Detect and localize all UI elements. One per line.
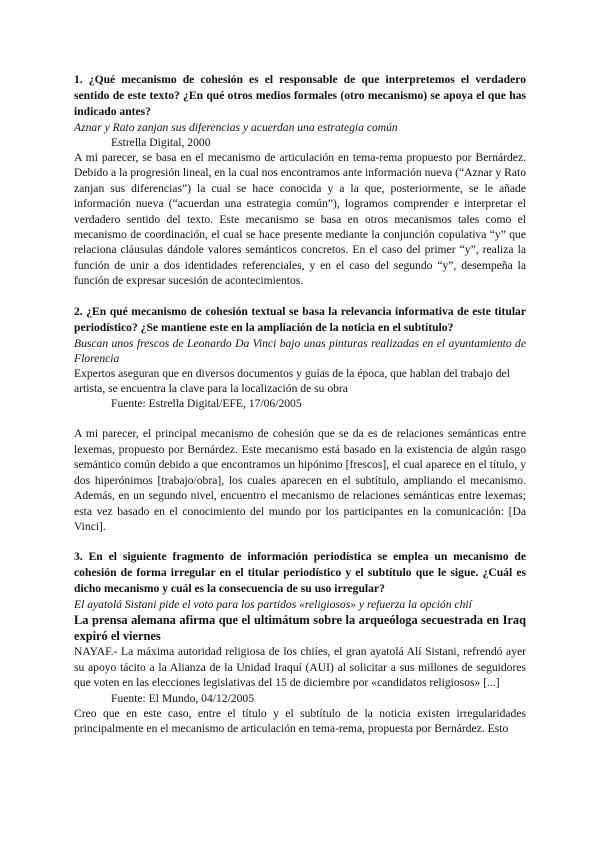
spacer	[74, 289, 526, 304]
source-3: Fuente: El Mundo, 04/12/2005	[111, 691, 254, 705]
section-3	[74, 549, 526, 736]
spacer	[74, 534, 526, 549]
headline-2: Buscan unos frescos de Leonardo Da Vinci bajo unas pinturas realizadas en el ayuntamiento de Florencia	[74, 336, 526, 365]
question-1: 1. ¿Qué mecanismo de cohesión es el responsable de que interpretemos el verdadero sentido de este texto? ¿En qué otros medios formales (otro mecanismo) se apoya el que has indicado antes?	[74, 73, 526, 118]
source-2: Fuente: Estrella Digital/EFE, 17/06/2005	[111, 397, 302, 411]
question-2: 2. ¿En qué mecanismo de cohesión textual se basa la relevancia informativa de este titular periodístico? ¿Se mantiene este en la ampliación de la noticia en el subtítulo?	[74, 304, 526, 334]
spacer	[74, 411, 526, 426]
question-3: 3. En el siguiente fragmento de información periodística se emplea un mecanismo de cohesión de forma irregular en el titular periodístico y el subtítulo que le sigue. ¿Cuál es dicho mecanismo y cuál es la consecuencia de su uso irregular?	[74, 550, 526, 596]
source-1: Estrella Digital, 2000	[111, 136, 211, 149]
section-1	[74, 72, 526, 289]
section-2	[74, 304, 526, 535]
answer-2: A mi parecer, el principal mecanismo de cohesión que se da es de relaciones semánticas entre lexemas, propuesto por Bernárdez. Este mecanismo está basado en la existencia de algún rasgo semántico común debido a que encontramos un hipónimo [frescos], el cual aparece en el título, y dos hiperónimos [trabajo/obra], los cuales aparecen en el subtítulo, ampliando el mecanismo. Además, en un segundo nivel, encuentro el mecanismo de relaciones semánticas entre lexemas; esta vez basado en el conocimiento del mundo por los participantes en la comunicación: [Da Vinci].	[74, 427, 526, 533]
answer-3: Creo que en este caso, entre el título y el subtítulo de la noticia existen irregularidades principalmente en el mecanismo de articulación en tema-rema, propuesta por Bernárdez. Esto	[74, 706, 526, 735]
headline-1: Aznar y Rato zanjan sus diferencias y acuerdan una estrategia común	[74, 121, 398, 134]
subtitle-3: La prensa alemana afirma que el ultimátum sobre la arqueóloga secuestrada en Iraq expiró el viernes	[74, 613, 526, 644]
news-body-3: NAYAF.- La máxima autoridad religiosa de los chiíes, el gran ayatolá Alí Sistani, refrendó ayer su apoyo tácito a la Alianza de la Unidad Iraquí (AUI) al solicitar a sus millones de seguidores que voten en las elecciones legislativas del 15 de diciembre por «candidatos religiosos» [...]	[74, 645, 526, 690]
answer-1: A mi parecer, se basa en el mecanismo de articulación en tema-rema propuesto por Bernárdez. Debido a la progresión lineal, en la cual nos encontramos ante información nueva (“Aznar y Rato zanjan sus diferencias”) la cual se hace conocida y a la que, posteriormente, se le añade información nueva (“acuerdan una estrategia común”), logramos comprender e interpretar el verdadero sentido del texto. Este mecanismo se basa en otros mecanismos tales como el mecanismo de coordinación, el cual se hace presente mediante la conjunción copulativa “y” que relaciona cláusulas dándole valores semánticos concretos. En el caso del primer “y”, realiza la función de unir a dos identidades referenciales, y en el caso del segundo “y”, desempeña la función de expresar sucesión de acontecimientos.	[74, 151, 526, 288]
subtitle-2: Expertos aseguran que en diversos documentos y guías de la época, que hablan del trabajo del artista, se encuentra la clave para la localización de su obra	[74, 366, 510, 396]
headline-3: El ayatolá Sistani pide el voto para los partidos «religiosos» y refuerza la opción chií	[74, 598, 472, 612]
